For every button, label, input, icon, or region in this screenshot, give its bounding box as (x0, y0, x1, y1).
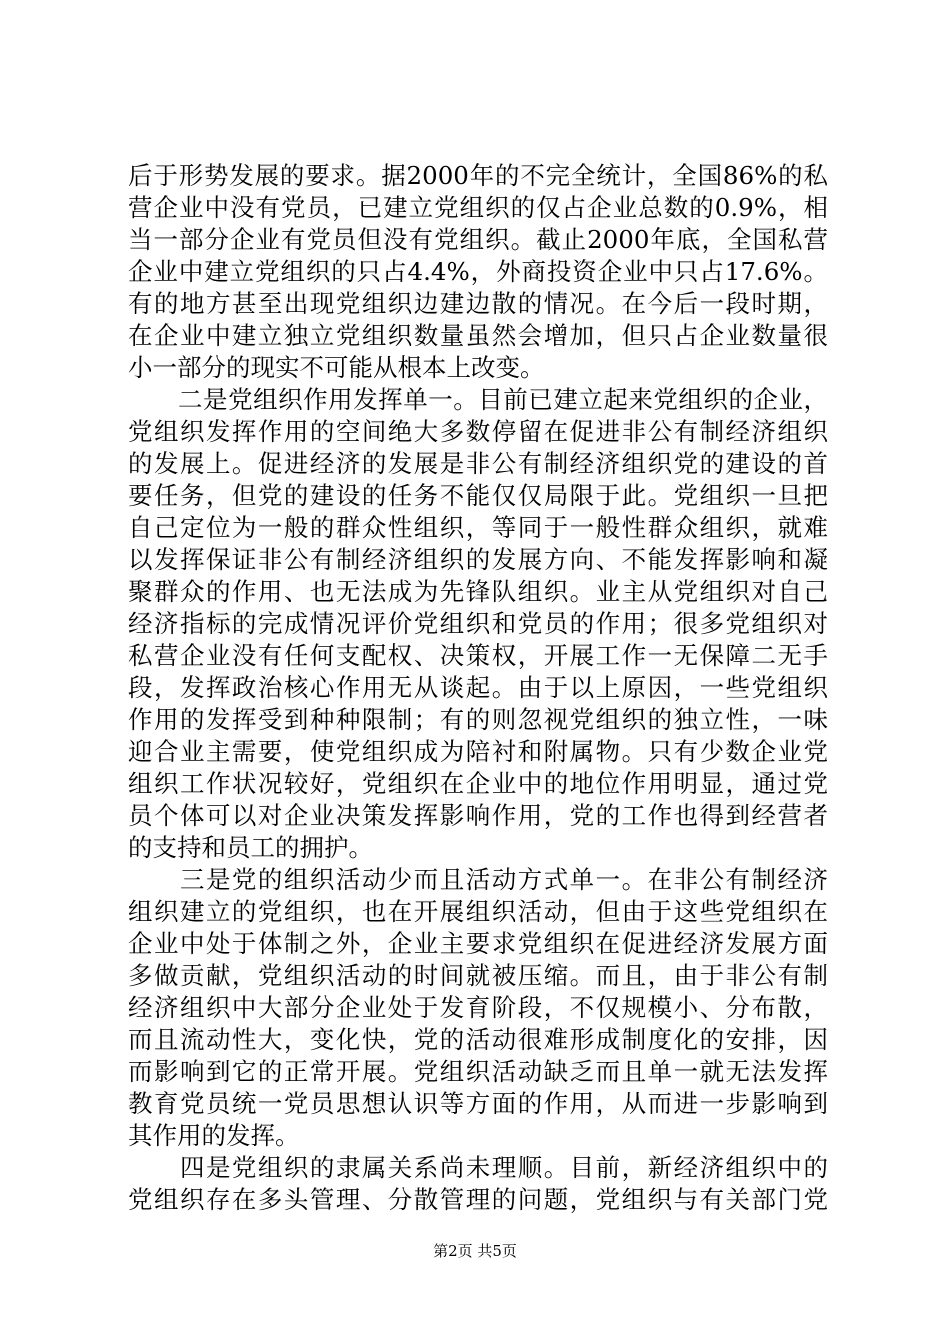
text-line: 段，发挥政治核心作用无从谈起。由于以上原因，一些党组织 (128, 673, 828, 702)
text-line: 要任务，但党的建设的任务不能仅仅局限于此。党组织一旦把 (128, 481, 828, 510)
text-line: 二是党组织作用发挥单一。目前已建立起来党组织的企业， (128, 385, 828, 414)
page-footer: 第2页 共5页 (433, 1242, 517, 1260)
text-line: 而且流动性大，变化快，党的活动很难形成制度化的安排，因 (128, 1025, 828, 1054)
text-line: 迎合业主需要，使党组织成为陪衬和附属物。只有少数企业党 (128, 737, 828, 766)
text-line: 小一部分的现实不可能从根本上改变。 (128, 353, 545, 382)
text-line: 在企业中建立独立党组织数量虽然会增加，但只占企业数量很 (128, 321, 828, 350)
text-line: 营企业中没有党员，已建立党组织的仅占企业总数的0.9%，相 (128, 193, 828, 222)
text-line: 以发挥保证非公有制经济组织的发展方向、不能发挥影响和凝 (128, 545, 828, 574)
text-line: 经济指标的完成情况评价党组织和党员的作用；很多党组织对 (128, 609, 828, 638)
text-line: 有的地方甚至出现党组织边建边散的情况。在今后一段时期， (128, 289, 828, 318)
text-line: 自己定位为一般的群众性组织，等同于一般性群众组织，就难 (128, 513, 828, 542)
text-line: 教育党员统一党员思想认识等方面的作用，从而进一步影响到 (128, 1089, 828, 1118)
text-line: 当一部分企业有党员但没有党组织。截止2000年底，全国私营 (128, 225, 828, 254)
text-line: 而影响到它的正常开展。党组织活动缺乏而且单一就无法发挥 (128, 1057, 828, 1086)
text-line: 员个体可以对企业决策发挥影响作用，党的工作也得到经营者 (128, 801, 828, 830)
text-line: 的支持和员工的拥护。 (128, 833, 373, 862)
text-line: 组织工作状况较好，党组织在企业中的地位作用明显，通过党 (128, 769, 828, 798)
text-line: 的发展上。促进经济的发展是非公有制经济组织党的建设的首 (128, 449, 828, 478)
text-line: 聚群众的作用、也无法成为先锋队组织。业主从党组织对自己 (128, 577, 828, 606)
text-line: 后于形势发展的要求。据2000年的不完全统计，全国86%的私 (128, 161, 828, 190)
text-line: 作用的发挥受到种种限制；有的则忽视党组织的独立性，一味 (128, 705, 828, 734)
text-line: 经济组织中大部分企业处于发育阶段，不仅规模小、分布散， (128, 993, 828, 1022)
body-text (128, 160, 828, 1216)
text-line: 党组织存在多头管理、分散管理的问题，党组织与有关部门党 (128, 1185, 828, 1214)
text-line: 四是党组织的隶属关系尚未理顺。目前，新经济组织中的 (128, 1153, 828, 1182)
text-line: 企业中建立党组织的只占4.4%，外商投资企业中只占17.6%。 (128, 257, 828, 286)
text-line: 私营企业没有任何支配权、决策权，开展工作一无保障二无手 (128, 641, 828, 670)
text-line: 组织建立的党组织，也在开展组织活动，但由于这些党组织在 (128, 897, 828, 926)
text-line: 三是党的组织活动少而且活动方式单一。在非公有制经济 (128, 865, 828, 894)
text-line: 企业中处于体制之外，企业主要求党组织在促进经济发展方面 (128, 929, 828, 958)
text-line: 党组织发挥作用的空间绝大多数停留在促进非公有制经济组织 (128, 417, 828, 446)
text-line: 多做贡献，党组织活动的时间就被压缩。而且，由于非公有制 (128, 961, 828, 990)
text-line: 其作用的发挥。 (128, 1121, 300, 1150)
